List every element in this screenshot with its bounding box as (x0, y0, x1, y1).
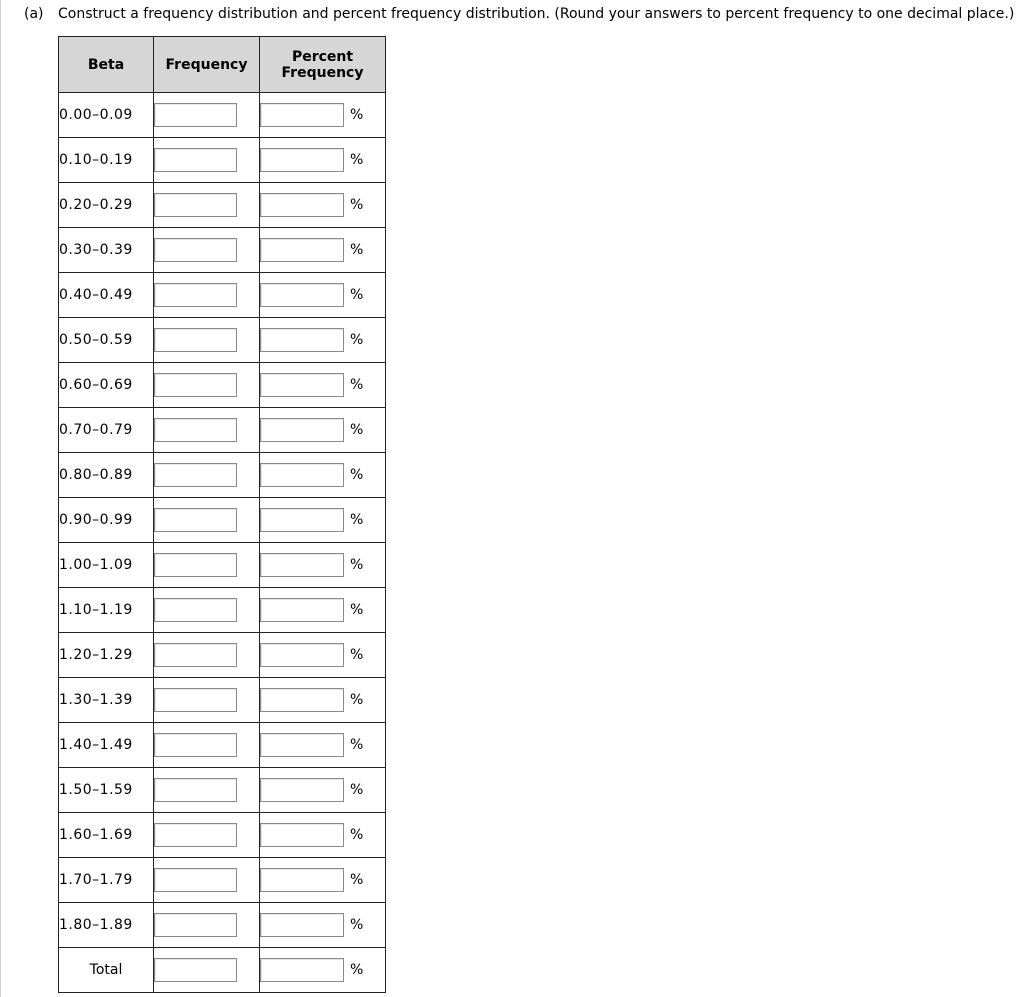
question-text: Construct a frequency distribution and percent frequency distribution. (Round your answers to percent frequency to one decimal place.) (58, 6, 1015, 22)
beta-class-label: 1.60–1.69 (59, 813, 154, 858)
beta-class-label: 1.00–1.09 (59, 543, 154, 588)
total-label: Total (59, 948, 154, 993)
percent-cell (260, 633, 386, 678)
table-row (59, 408, 386, 453)
table-row (59, 228, 386, 273)
table-row (59, 138, 386, 183)
percent-frequency-input[interactable] (260, 733, 344, 757)
header-percent-line1: Percent (291, 48, 354, 65)
frequency-input[interactable] (154, 508, 237, 532)
percent-cell (260, 183, 386, 228)
frequency-input[interactable] (154, 688, 237, 712)
frequency-input[interactable] (154, 283, 237, 307)
percent-frequency-input[interactable] (260, 598, 344, 622)
table-row (59, 813, 386, 858)
table-row (59, 633, 386, 678)
percent-cell (260, 903, 386, 948)
percent-cell (260, 588, 386, 633)
percent-sign: % (350, 827, 364, 843)
frequency-cell (154, 858, 260, 903)
percent-cell (260, 363, 386, 408)
percent-frequency-input[interactable] (260, 418, 344, 442)
frequency-input[interactable] (154, 418, 237, 442)
percent-sign: % (350, 197, 364, 213)
table-row (59, 858, 386, 903)
percent-cell (260, 318, 386, 363)
frequency-input[interactable] (154, 868, 237, 892)
frequency-cell (154, 363, 260, 408)
percent-frequency-input[interactable] (260, 238, 344, 262)
frequency-cell (154, 318, 260, 363)
frequency-cell (154, 543, 260, 588)
percent-frequency-input[interactable] (260, 868, 344, 892)
percent-cell (260, 93, 386, 138)
total-frequency-cell (154, 948, 260, 993)
beta-class-label: 0.10–0.19 (59, 138, 154, 183)
table-row (59, 183, 386, 228)
beta-class-label: 1.50–1.59 (59, 768, 154, 813)
frequency-cell (154, 453, 260, 498)
frequency-cell (154, 768, 260, 813)
table-row (59, 498, 386, 543)
percent-sign: % (350, 512, 364, 528)
frequency-input[interactable] (154, 463, 237, 487)
table-row (59, 588, 386, 633)
percent-cell (260, 768, 386, 813)
percent-frequency-input[interactable] (260, 148, 344, 172)
percent-cell (260, 813, 386, 858)
percent-cell (260, 543, 386, 588)
table-row (59, 678, 386, 723)
percent-frequency-input[interactable] (260, 463, 344, 487)
percent-sign: % (350, 737, 364, 753)
percent-sign: % (350, 377, 364, 393)
frequency-cell (154, 588, 260, 633)
table-row (59, 903, 386, 948)
frequency-cell (154, 408, 260, 453)
header-percent-frequency (260, 37, 386, 93)
percent-frequency-input[interactable] (260, 913, 344, 937)
table-row (59, 318, 386, 363)
beta-class-label: 1.10–1.19 (59, 588, 154, 633)
beta-class-label: 0.60–0.69 (59, 363, 154, 408)
percent-frequency-input[interactable] (260, 778, 344, 802)
beta-class-label: 1.40–1.49 (59, 723, 154, 768)
beta-class-label: 0.40–0.49 (59, 273, 154, 318)
frequency-cell (154, 903, 260, 948)
frequency-input[interactable] (154, 823, 237, 847)
beta-class-label: 0.20–0.29 (59, 183, 154, 228)
frequency-cell (154, 723, 260, 768)
percent-cell (260, 723, 386, 768)
percent-sign: % (350, 692, 364, 708)
percent-frequency-input[interactable] (260, 823, 344, 847)
frequency-input[interactable] (154, 598, 237, 622)
percent-sign: % (350, 962, 364, 978)
table-body (59, 93, 386, 993)
beta-class-label: 0.90–0.99 (59, 498, 154, 543)
beta-class-label: 1.70–1.79 (59, 858, 154, 903)
percent-cell (260, 453, 386, 498)
beta-class-label: 0.00–0.09 (59, 93, 154, 138)
frequency-cell (154, 498, 260, 543)
total-frequency-input[interactable] (154, 958, 237, 982)
header-percent-line2: Frequency (281, 64, 364, 81)
percent-cell (260, 408, 386, 453)
frequency-cell (154, 93, 260, 138)
percent-frequency-input[interactable] (260, 688, 344, 712)
frequency-input[interactable] (154, 238, 237, 262)
frequency-cell (154, 813, 260, 858)
percent-sign: % (350, 107, 364, 123)
beta-class-label: 1.30–1.39 (59, 678, 154, 723)
percent-frequency-input[interactable] (260, 103, 344, 127)
percent-sign: % (350, 872, 364, 888)
frequency-input[interactable] (154, 643, 237, 667)
percent-frequency-input[interactable] (260, 553, 344, 577)
percent-frequency-input[interactable] (260, 328, 344, 352)
percent-cell (260, 138, 386, 183)
percent-sign: % (350, 917, 364, 933)
percent-sign: % (350, 782, 364, 798)
frequency-input[interactable] (154, 913, 237, 937)
percent-cell (260, 678, 386, 723)
frequency-cell (154, 228, 260, 273)
percent-cell (260, 273, 386, 318)
beta-class-label: 0.50–0.59 (59, 318, 154, 363)
percent-cell (260, 228, 386, 273)
table-header-row (59, 37, 386, 93)
beta-class-label: 0.30–0.39 (59, 228, 154, 273)
frequency-input[interactable] (154, 733, 237, 757)
percent-frequency-input[interactable] (260, 193, 344, 217)
table-row (59, 768, 386, 813)
table-row (59, 543, 386, 588)
percent-sign: % (350, 647, 364, 663)
header-beta: Beta (59, 37, 154, 93)
frequency-cell (154, 633, 260, 678)
table-row (59, 363, 386, 408)
percent-sign: % (350, 152, 364, 168)
beta-class-label: 0.80–0.89 (59, 453, 154, 498)
percent-cell (260, 498, 386, 543)
percent-sign: % (350, 287, 364, 303)
total-row (59, 948, 386, 993)
percent-sign: % (350, 557, 364, 573)
frequency-input[interactable] (154, 193, 237, 217)
frequency-table (58, 36, 386, 993)
percent-frequency-input[interactable] (260, 508, 344, 532)
table-row (59, 93, 386, 138)
percent-cell (260, 858, 386, 903)
beta-class-label: 1.20–1.29 (59, 633, 154, 678)
frequency-input[interactable] (154, 148, 237, 172)
table-row (59, 273, 386, 318)
percent-frequency-input[interactable] (260, 283, 344, 307)
beta-class-label: 1.80–1.89 (59, 903, 154, 948)
percent-sign: % (350, 467, 364, 483)
frequency-input[interactable] (154, 103, 237, 127)
header-frequency: Frequency (154, 37, 260, 93)
percent-frequency-input[interactable] (260, 373, 344, 397)
frequency-cell (154, 183, 260, 228)
frequency-input[interactable] (154, 778, 237, 802)
question-part-label: (a) (24, 6, 44, 22)
question-prompt (24, 5, 1014, 23)
frequency-input[interactable] (154, 328, 237, 352)
percent-sign: % (350, 422, 364, 438)
frequency-cell (154, 273, 260, 318)
frequency-cell (154, 678, 260, 723)
percent-sign: % (350, 332, 364, 348)
frequency-cell (154, 138, 260, 183)
frequency-input[interactable] (154, 553, 237, 577)
left-divider (0, 0, 1, 997)
table-row (59, 723, 386, 768)
table-row (59, 453, 386, 498)
percent-frequency-input[interactable] (260, 643, 344, 667)
percent-sign: % (350, 602, 364, 618)
percent-sign: % (350, 242, 364, 258)
frequency-input[interactable] (154, 373, 237, 397)
total-percent-frequency-input[interactable] (260, 958, 344, 982)
total-percent-cell (260, 948, 386, 993)
beta-class-label: 0.70–0.79 (59, 408, 154, 453)
